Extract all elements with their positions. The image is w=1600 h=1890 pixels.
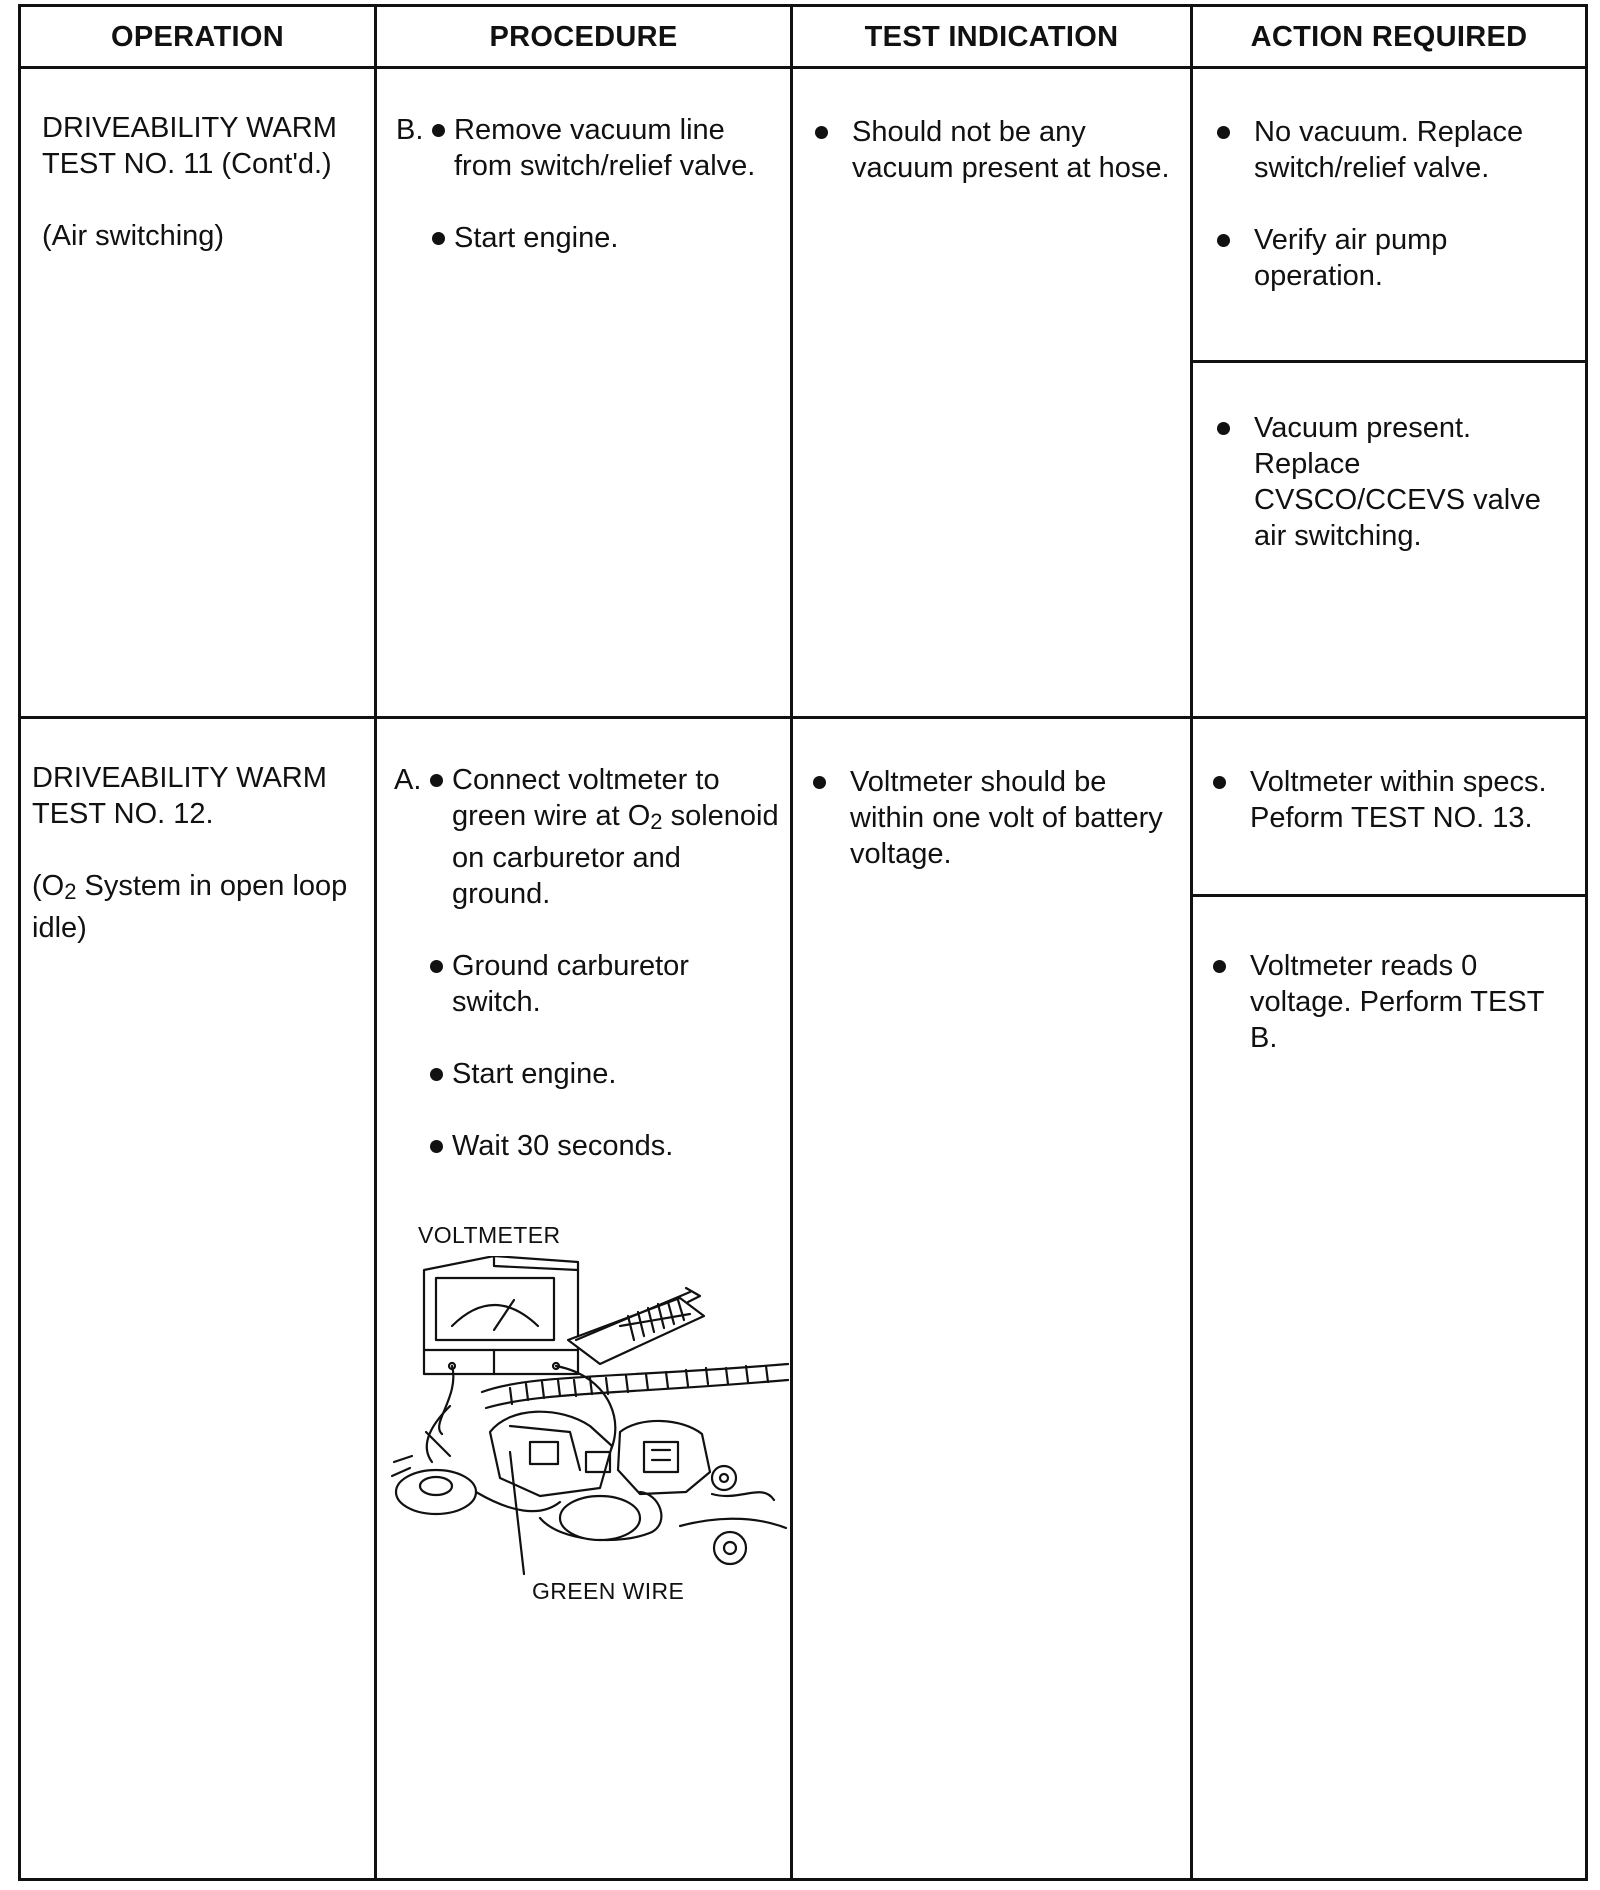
row2-operation [32,760,362,946]
procedure-step [394,1128,780,1164]
action-text: Vacuum present. Replace CVSCO/CCEVS valve air switching. [1254,412,1541,552]
step-text: Remove vacuum line from switch/relief valve. [454,114,756,182]
bullet-icon [1217,126,1230,139]
action-item [1210,948,1578,1056]
bullet-icon [430,960,443,973]
col-divider-1 [374,4,377,1881]
row-divider [18,716,1588,719]
row2-operation-subtitle: ($O_2$ System in open loop idle) [32,870,348,944]
action-text: No vacuum. Replace switch/relief valve. [1254,116,1524,184]
diagnostic-table [18,4,1588,1884]
bullet-icon [430,774,443,787]
bullet-icon [813,776,826,789]
action-item [1214,114,1576,186]
bullet-icon [815,126,828,139]
step-text: Wait 30 seconds. [452,1130,674,1162]
procedure-step [394,762,780,912]
action-divider-row1 [1190,360,1588,363]
row1-operation-subtitle: (Air switching) [42,220,225,252]
row1-actions-top [1214,114,1576,330]
header-test-indication: TEST INDICATION [864,20,1119,53]
row1-actions-bottom [1214,410,1576,590]
header-action-required: ACTION REQUIRED [1250,20,1528,53]
row1-operation [42,110,362,254]
action-item [1210,764,1578,836]
row1-test-indication [812,114,1180,222]
figure-label-green-wire: GREEN WIRE [532,1578,685,1604]
header-operation: OPERATION [111,20,284,53]
col-divider-2 [790,4,793,1881]
voltmeter-engine-illustration [390,1256,790,1578]
indication-item [810,764,1180,872]
bullet-icon [1213,960,1226,973]
table-bottom-border [18,1878,1588,1881]
step-text: Ground carburetor switch. [452,950,689,1018]
row2-test-indication [810,764,1180,908]
bullet-icon [432,124,445,137]
row2-actions-bottom [1210,948,1578,1092]
indication-text: Should not be any vacuum present at hose. [852,116,1170,184]
row2-operation-title: DRIVEABILITY WARM TEST NO. 12. [32,762,327,830]
indication-text: Voltmeter should be within one volt of battery voltage. [850,766,1163,870]
step-text: Start engine. [452,1058,617,1090]
bullet-icon [432,232,445,245]
step-letter: A. [394,764,422,796]
procedure-step [396,112,776,184]
action-divider-row2 [1190,894,1588,897]
table-right-border [1585,4,1588,1881]
bullet-icon [430,1140,443,1153]
action-text: Voltmeter within specs. Peform TEST NO. 13. [1250,766,1547,834]
action-text: Voltmeter reads 0 voltage. Perform TEST B. [1250,950,1544,1054]
step-text: Start engine. [454,222,619,254]
row1-operation-title: DRIVEABILITY WARM TEST NO. 11 (Cont'd.) [42,112,337,180]
bullet-icon [1217,422,1230,435]
procedure-step [394,1056,780,1092]
table-left-border [18,4,21,1881]
col-divider-3 [1190,4,1193,1881]
procedure-step [396,220,776,256]
row2-procedure [394,762,780,1200]
figure-label-voltmeter: VOLTMETER [418,1222,561,1248]
action-item [1214,222,1576,294]
bullet-icon [1217,234,1230,247]
action-item [1214,410,1576,554]
bullet-icon [1213,776,1226,789]
row1-procedure [396,112,776,292]
row2-actions-top [1210,764,1578,872]
procedure-step [394,948,780,1020]
bullet-icon [430,1068,443,1081]
step-text: Connect voltmeter to green wire at $O_2$ solenoid on carburetor and ground. [452,764,779,910]
action-text: Verify air pump operation. [1254,224,1448,292]
header-procedure: PROCEDURE [489,20,678,53]
step-letter: B. [396,114,424,146]
indication-item [812,114,1180,186]
